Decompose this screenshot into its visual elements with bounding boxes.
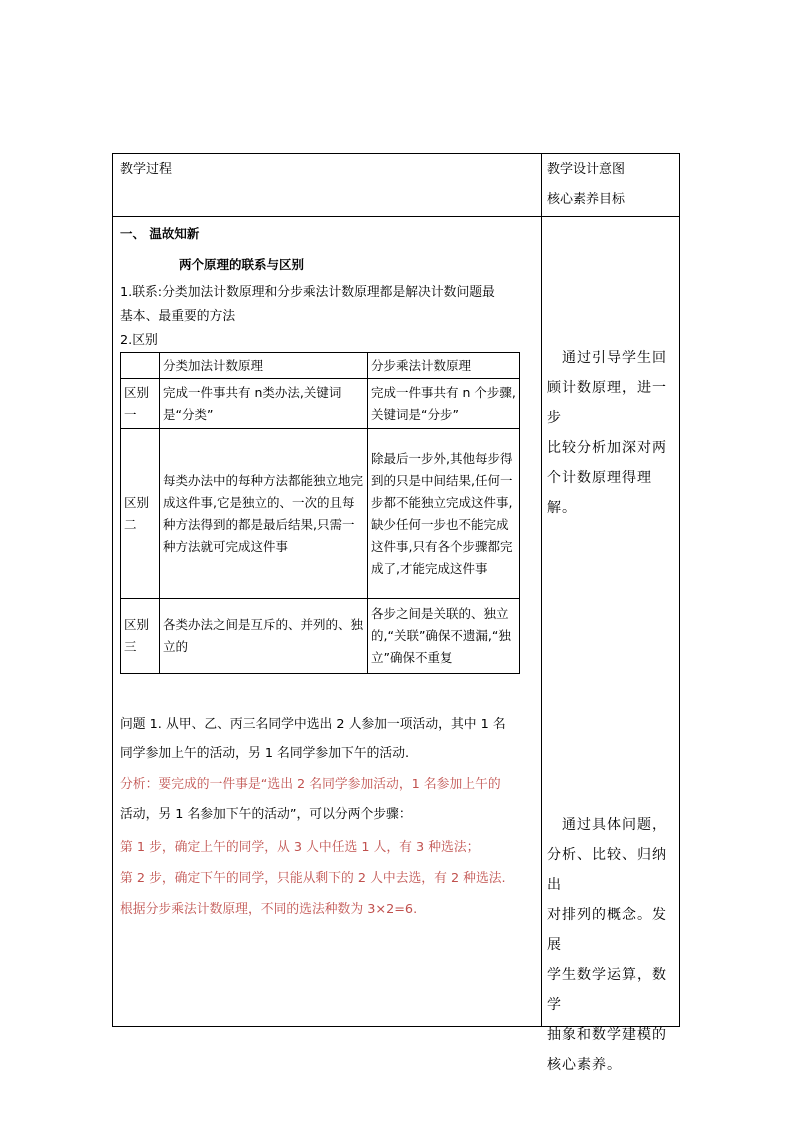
table-cell: 各步之间是关联的、独立的,“关联”确保不遗漏,“独立”确保不重复 — [368, 599, 520, 674]
header-design-intent: 教学设计意图 — [547, 162, 626, 177]
table-header-cell: 分类加法计数原理 — [160, 353, 368, 379]
table-cell: 完成一件事共有 n 个步骤,关键词是“分步” — [368, 379, 520, 429]
table-header-cell: 分步乘法计数原理 — [368, 353, 520, 379]
section-subheading: 两个原理的联系与区别 — [179, 257, 305, 272]
side-note-concept — [547, 810, 679, 1080]
comparison-table — [120, 352, 520, 674]
side-note-line: 顾计数原理，进一步 — [547, 380, 667, 426]
table-cell: 完成一件事共有 n类办法,关键词是“分类” — [160, 379, 368, 429]
table-header-cell — [121, 353, 160, 379]
side-note-review — [547, 343, 679, 523]
table-row — [121, 599, 520, 674]
side-note-line: 对排列的概念。发展 — [547, 907, 667, 953]
side-note-line: 核心素养。 — [547, 1057, 622, 1073]
header-divider — [113, 216, 679, 217]
header-teaching-process: 教学过程 — [120, 162, 173, 177]
row-label: 区别三 — [121, 599, 160, 674]
conclusion-line: 根据分步乘法计数原理，不同的选法种数为 3×2=6. — [120, 902, 418, 917]
table-header-row — [121, 353, 520, 379]
link-text-line2: 基本、最重要的方法 — [120, 309, 236, 324]
table-cell: 各类办法之间是互斥的、并列的、独立的 — [160, 599, 368, 674]
step2-line: 第 2 步，确定下午的同学，只能从剩下的 2 人中去选，有 2 种选法. — [120, 871, 506, 886]
row-label: 区别一 — [121, 379, 160, 429]
problem-line2: 同学参加上午的活动，另 1 名同学参加下午的活动. — [120, 746, 410, 761]
lesson-plan-table — [112, 153, 680, 1073]
analysis-line2: 活动，另 1 名参加下午的活动”，可以分两个步骤： — [120, 807, 412, 822]
side-note-line: 抽象和数学建模的 — [547, 1027, 667, 1043]
side-note-line: 分析、比较、归纳出 — [547, 847, 667, 893]
header-core-literacy: 核心素养目标 — [547, 192, 626, 207]
problem-line1: 问题 1. 从甲、乙、丙三名同学中选出 2 人参加一项活动，其中 1 名 — [120, 717, 506, 732]
side-note-line: 学生数学运算，数学 — [547, 967, 667, 1013]
table-cell: 除最后一步外,其他每步得到的只是中间结果,任何一步都不能独立完成这件事,缺少任何一步也不能完成这件事,只有各个步骤都完成了,才能完成这件事 — [368, 429, 520, 599]
table-row — [121, 429, 520, 599]
row-label: 区别二 — [121, 429, 160, 599]
side-note-line: 比较分析加深对两 — [547, 440, 667, 456]
section-heading: 一、 温故知新 — [120, 226, 200, 241]
difference-label: 2.区别 — [120, 333, 158, 348]
table-cell: 每类办法中的每种方法都能独立地完成这件事,它是独立的、一次的且每种方法得到的都是最后结果,只需一种方法就可完成这件事 — [160, 429, 368, 599]
step1-line: 第 1 步，确定上午的同学，从 3 人中任选 1 人，有 3 种选法； — [120, 840, 480, 855]
analysis-line1: 分析：要完成的一件事是“选出 2 名同学参加活动，1 名参加上午的 — [120, 777, 501, 792]
side-note-line: 通过引导学生回 — [547, 350, 667, 366]
table-row — [121, 379, 520, 429]
side-note-line: 个计数原理得理解。 — [547, 470, 652, 516]
column-divider — [541, 154, 542, 1026]
side-note-line: 通过具体问题， — [547, 817, 667, 833]
link-text-line1: 1.联系:分类加法计数原理和分步乘法计数原理都是解决计数问题最 — [120, 285, 495, 300]
